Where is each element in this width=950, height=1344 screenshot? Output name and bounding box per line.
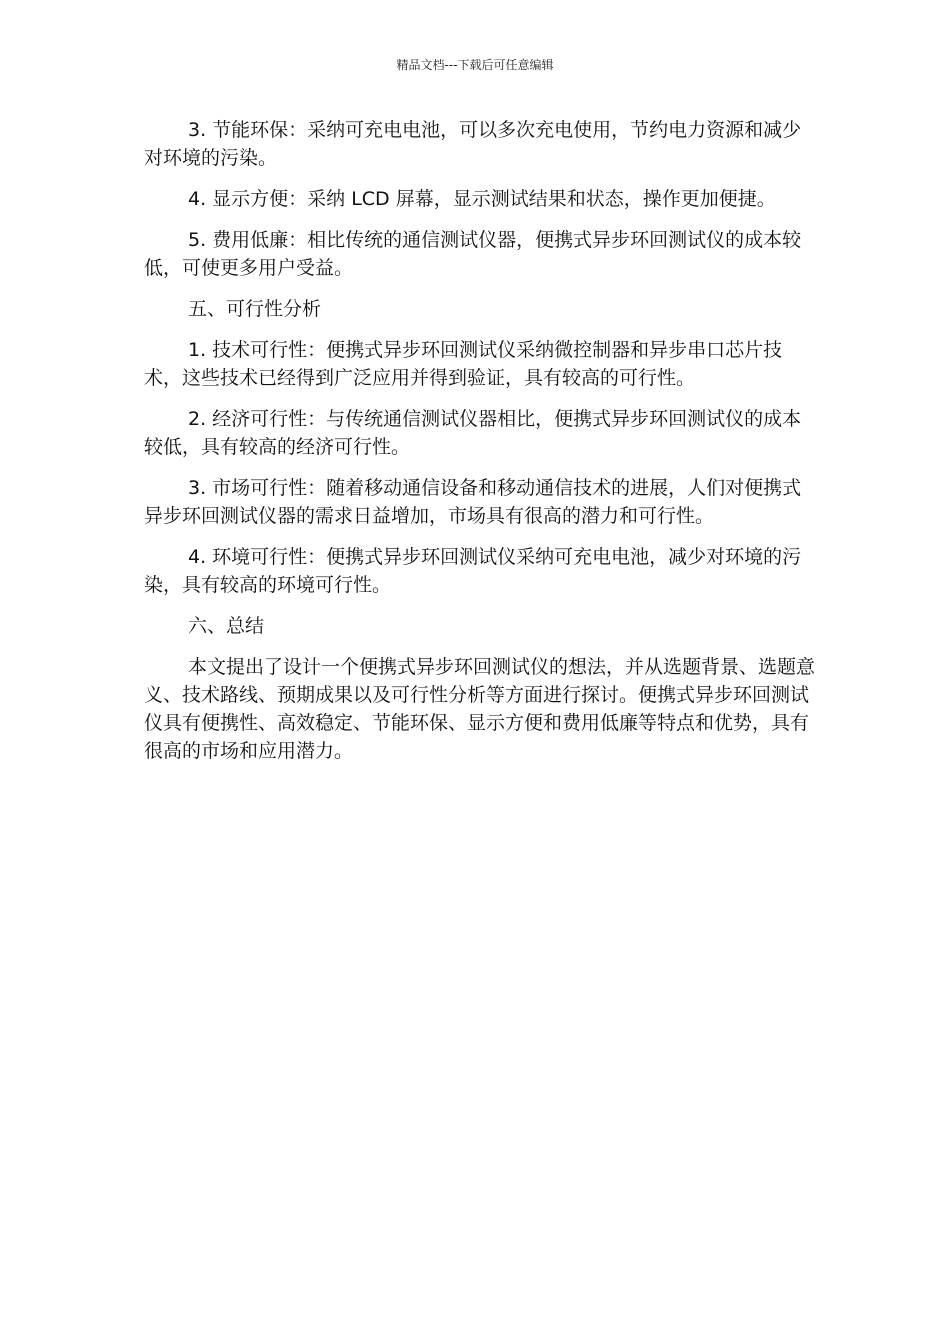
paragraph-energy-saving: 3. 节能环保：采纳可充电电池，可以多次充电使用，节约电力资源和减少对环境的污染。 — [144, 119, 802, 169]
paragraph-low-cost: 5. 费用低廉：相比传统的通信测试仪器，便携式异步环回测试仪的成本较低，可使更多用户受益。 — [144, 229, 802, 279]
page-header: 精品文档---下载后可任意编辑 — [396, 58, 554, 72]
paragraph-market-feasibility: 3. 市场可行性：随着移动通信设备和移动通信技术的进展，人们对便携式异步环回测试仪器的需求日益增加，市场具有很高的潜力和可行性。 — [144, 477, 802, 527]
document-body — [144, 116, 816, 778]
section-heading-feasibility: 五、可行性分析 — [188, 298, 322, 320]
paragraph-environmental-feasibility: 4. 环境可行性：便携式异步环回测试仪采纳可充电电池，减少对环境的污染，具有较高的环境可行性。 — [144, 546, 802, 596]
paragraph-technical-feasibility: 1. 技术可行性：便携式异步环回测试仪采纳微控制器和异步串口芯片技术，这些技术已经得到广泛应用并得到验证，具有较高的可行性。 — [144, 339, 783, 389]
paragraph-summary: 本文提出了设计一个便携式异步环回测试仪的想法，并从选题背景、选题意义、技术路线、预期成果以及可行性分析等方面进行探讨。便携式异步环回测试仪具有便携性、高效稳定、节能环保、显示方便和费用低廉等特点和优势，具有很高的市场和应用潜力。 — [144, 656, 816, 762]
paragraph-economic-feasibility: 2. 经济可行性：与传统通信测试仪器相比，便携式异步环回测试仪的成本较低，具有较高的经济可行性。 — [144, 408, 802, 458]
paragraph-display: 4. 显示方便：采纳 LCD 屏幕，显示测试结果和状态，操作更加便捷。 — [188, 188, 776, 210]
section-heading-summary: 六、总结 — [188, 615, 265, 637]
